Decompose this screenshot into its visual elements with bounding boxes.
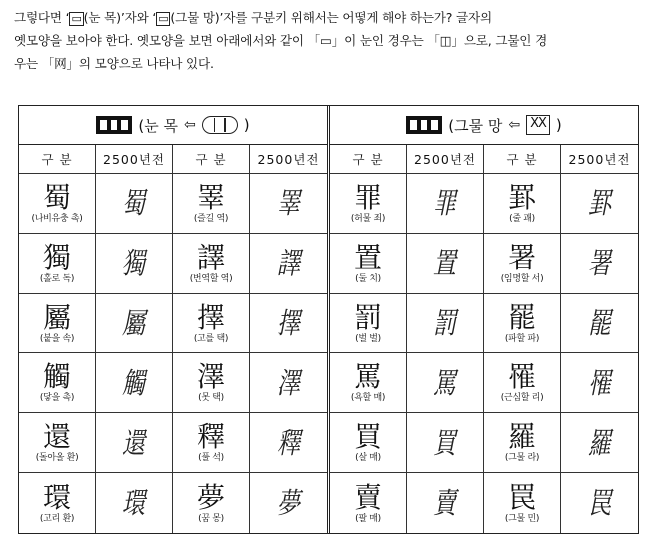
text-run: (그물 망)’자를 구분키 위해서는 어떻게 해야 하는가? 글자의	[170, 10, 492, 25]
eye-glyph-inline: ▭	[71, 12, 82, 25]
header-close: )	[243, 116, 250, 134]
seal-script-cell	[561, 174, 638, 234]
hanja-character: 睪	[196, 180, 225, 214]
hanja-character: 澤	[196, 360, 225, 394]
hanja-character: 觸	[42, 360, 71, 394]
hanja-meaning: (줄 괘)	[509, 213, 535, 224]
paragraph-line-1	[14, 6, 640, 29]
character-cell	[173, 473, 250, 533]
seal-script-cell	[96, 234, 173, 294]
seal-script-cell	[250, 353, 327, 413]
character-cell	[330, 473, 407, 533]
seal-script-cell	[407, 234, 484, 294]
hanja-character: 罹	[507, 360, 536, 394]
character-cell	[484, 294, 561, 354]
ancient-seal-glyph: 蜀	[122, 186, 146, 221]
hanja-meaning: (허물 죄)	[350, 213, 386, 224]
character-cell	[19, 174, 96, 234]
hanja-meaning: (임명할 서)	[500, 273, 544, 284]
seal-script-cell	[407, 294, 484, 354]
seal-script-cell	[407, 413, 484, 473]
intro-paragraph	[14, 6, 640, 75]
ancient-seal-glyph: 獨	[122, 246, 146, 281]
hanja-character: 買	[353, 420, 382, 454]
seal-script-cell	[407, 473, 484, 533]
ancient-seal-glyph: 屬	[122, 306, 146, 341]
ancient-seal-glyph: 羅	[587, 425, 612, 460]
eye-table-grid	[19, 145, 327, 533]
hanja-meaning: (고를 택)	[193, 333, 229, 344]
hanja-meaning: (붙을 속)	[39, 333, 75, 344]
character-cell	[484, 353, 561, 413]
column-header: 구 분	[484, 145, 561, 174]
seal-script-cell	[250, 174, 327, 234]
hanja-meaning: (번역할 역)	[189, 273, 233, 284]
ancient-seal-glyph: 夢	[276, 486, 301, 521]
hanja-meaning: (닿을 촉)	[39, 393, 75, 404]
ancient-seal-glyph: 罰	[433, 306, 457, 341]
character-cell	[484, 473, 561, 533]
seal-script-cell	[407, 353, 484, 413]
seal-script-cell	[561, 294, 638, 354]
ancient-seal-glyph: 罠	[587, 486, 612, 521]
hanja-character: 罠	[507, 480, 536, 514]
ancient-seal-glyph: 譯	[276, 246, 301, 281]
seal-script-cell	[250, 473, 327, 533]
hanja-meaning: (욕할 매)	[350, 393, 386, 404]
character-cell	[173, 353, 250, 413]
net-shape-icon: XX	[526, 115, 550, 135]
ancient-seal-glyph: 擇	[276, 306, 301, 341]
hanja-character: 置	[353, 240, 382, 274]
hanja-character: 還	[42, 420, 71, 454]
hanja-meaning: (홀로 독)	[39, 273, 75, 284]
character-cell	[330, 174, 407, 234]
hanja-meaning: (꿈 몽)	[198, 513, 224, 524]
hanja-character: 蜀	[42, 180, 71, 214]
seal-script-cell	[407, 174, 484, 234]
hanja-character: 擇	[196, 300, 225, 334]
net-table-grid	[330, 145, 638, 533]
character-cell	[330, 234, 407, 294]
hanja-meaning: (나비유충 촉)	[31, 213, 83, 224]
seal-script-cell	[96, 413, 173, 473]
hanja-meaning: (그물 라)	[504, 453, 540, 464]
character-cell	[330, 353, 407, 413]
ancient-seal-glyph: 觸	[122, 365, 146, 400]
hanja-meaning: (파할 파)	[504, 333, 540, 344]
seal-script-cell	[96, 473, 173, 533]
text-run: 그렇다면 ‘	[14, 10, 70, 25]
character-cell	[19, 413, 96, 473]
character-cell	[19, 234, 96, 294]
hanja-character: 署	[507, 240, 536, 274]
comparison-tables	[18, 105, 639, 534]
hanja-character: 罷	[507, 300, 536, 334]
net-header-label: (그물 망	[448, 116, 503, 135]
character-cell	[484, 174, 561, 234]
hanja-character: 羅	[507, 420, 536, 454]
character-cell	[484, 234, 561, 294]
hanja-character: 夢	[196, 480, 225, 514]
hanja-meaning: (즐길 역)	[193, 213, 229, 224]
paragraph-line-3: 우는 「网」의 모양으로 나타나 있다.	[14, 56, 214, 71]
hanja-meaning: (벌 벌)	[355, 333, 381, 344]
hanja-character: 獨	[42, 240, 71, 274]
character-cell	[173, 413, 250, 473]
radical-glyph-icon	[96, 116, 132, 134]
column-header: 2500년전	[250, 145, 327, 174]
hanja-meaning: (그물 민)	[504, 513, 540, 524]
eye-table-header	[19, 106, 327, 145]
hanja-character: 罰	[353, 300, 382, 334]
seal-script-cell	[250, 413, 327, 473]
hanja-meaning: (둘 치)	[355, 273, 381, 284]
header-close: )	[555, 116, 562, 134]
hanja-character: 罵	[353, 360, 382, 394]
character-cell	[173, 294, 250, 354]
hanja-character: 賣	[353, 480, 382, 514]
column-header: 2500년전	[561, 145, 638, 174]
hanja-meaning: (풀 석)	[198, 453, 224, 464]
character-cell	[330, 294, 407, 354]
eye-table	[19, 106, 327, 533]
seal-script-cell	[250, 294, 327, 354]
eye-header-label: (눈 목	[138, 116, 178, 135]
seal-script-cell	[96, 294, 173, 354]
character-cell	[19, 353, 96, 413]
ancient-seal-glyph: 置	[433, 246, 457, 281]
seal-script-cell	[561, 413, 638, 473]
column-header: 구 분	[330, 145, 407, 174]
ancient-seal-glyph: 罹	[587, 365, 612, 400]
character-cell	[19, 294, 96, 354]
hanja-meaning: (근심할 리)	[500, 393, 544, 404]
hanja-character: 屬	[42, 300, 71, 334]
seal-script-cell	[561, 234, 638, 294]
hanja-character: 釋	[196, 420, 225, 454]
hanja-meaning: (살 매)	[355, 453, 381, 464]
seal-script-cell	[96, 174, 173, 234]
hanja-character: 罫	[507, 180, 536, 214]
character-cell	[19, 473, 96, 533]
seal-script-cell	[561, 353, 638, 413]
paragraph-line-2: 옛모양을 보아야 한다. 옛모양을 보면 아래에서와 같이 「▭」이 눈인 경우는 「◫」으로, 그물인 경	[14, 33, 548, 48]
net-table-header	[330, 106, 638, 145]
left-arrow-icon: ⇦	[508, 117, 521, 133]
ancient-seal-glyph: 罫	[587, 186, 612, 221]
ancient-seal-glyph: 罷	[587, 306, 612, 341]
column-header: 구 분	[173, 145, 250, 174]
hanja-character: 環	[42, 480, 71, 514]
net-table	[327, 106, 638, 533]
ancient-seal-glyph: 還	[122, 425, 146, 460]
column-header: 2500년전	[407, 145, 484, 174]
seal-script-cell	[96, 353, 173, 413]
ancient-seal-glyph: 署	[587, 246, 612, 281]
eye-shape-icon	[202, 116, 238, 134]
ancient-seal-glyph: 賣	[433, 486, 457, 521]
hanja-character: 譯	[196, 240, 225, 274]
character-cell	[173, 174, 250, 234]
character-cell	[330, 413, 407, 473]
character-cell	[173, 234, 250, 294]
seal-script-cell	[561, 473, 638, 533]
hanja-meaning: (고리 환)	[39, 513, 75, 524]
ancient-seal-glyph: 環	[122, 486, 146, 521]
text-run: (눈 목)’자와 ‘	[83, 10, 157, 25]
ancient-seal-glyph: 釋	[276, 425, 301, 460]
hanja-meaning: (팔 매)	[355, 513, 381, 524]
left-arrow-icon: ⇦	[184, 117, 196, 133]
ancient-seal-glyph: 罵	[433, 365, 457, 400]
column-header: 구 분	[19, 145, 96, 174]
ancient-seal-glyph: 買	[433, 425, 457, 460]
hanja-meaning: (못 택)	[198, 393, 224, 404]
hanja-meaning: (돌아올 환)	[35, 453, 79, 464]
net-glyph-inline: ▭	[158, 12, 169, 25]
hanja-character: 罪	[353, 180, 382, 214]
seal-script-cell	[250, 234, 327, 294]
character-cell	[484, 413, 561, 473]
radical-glyph-icon	[406, 116, 442, 134]
ancient-seal-glyph: 澤	[276, 365, 301, 400]
ancient-seal-glyph: 睪	[276, 186, 301, 221]
ancient-seal-glyph: 罪	[433, 186, 457, 221]
column-header: 2500년전	[96, 145, 173, 174]
